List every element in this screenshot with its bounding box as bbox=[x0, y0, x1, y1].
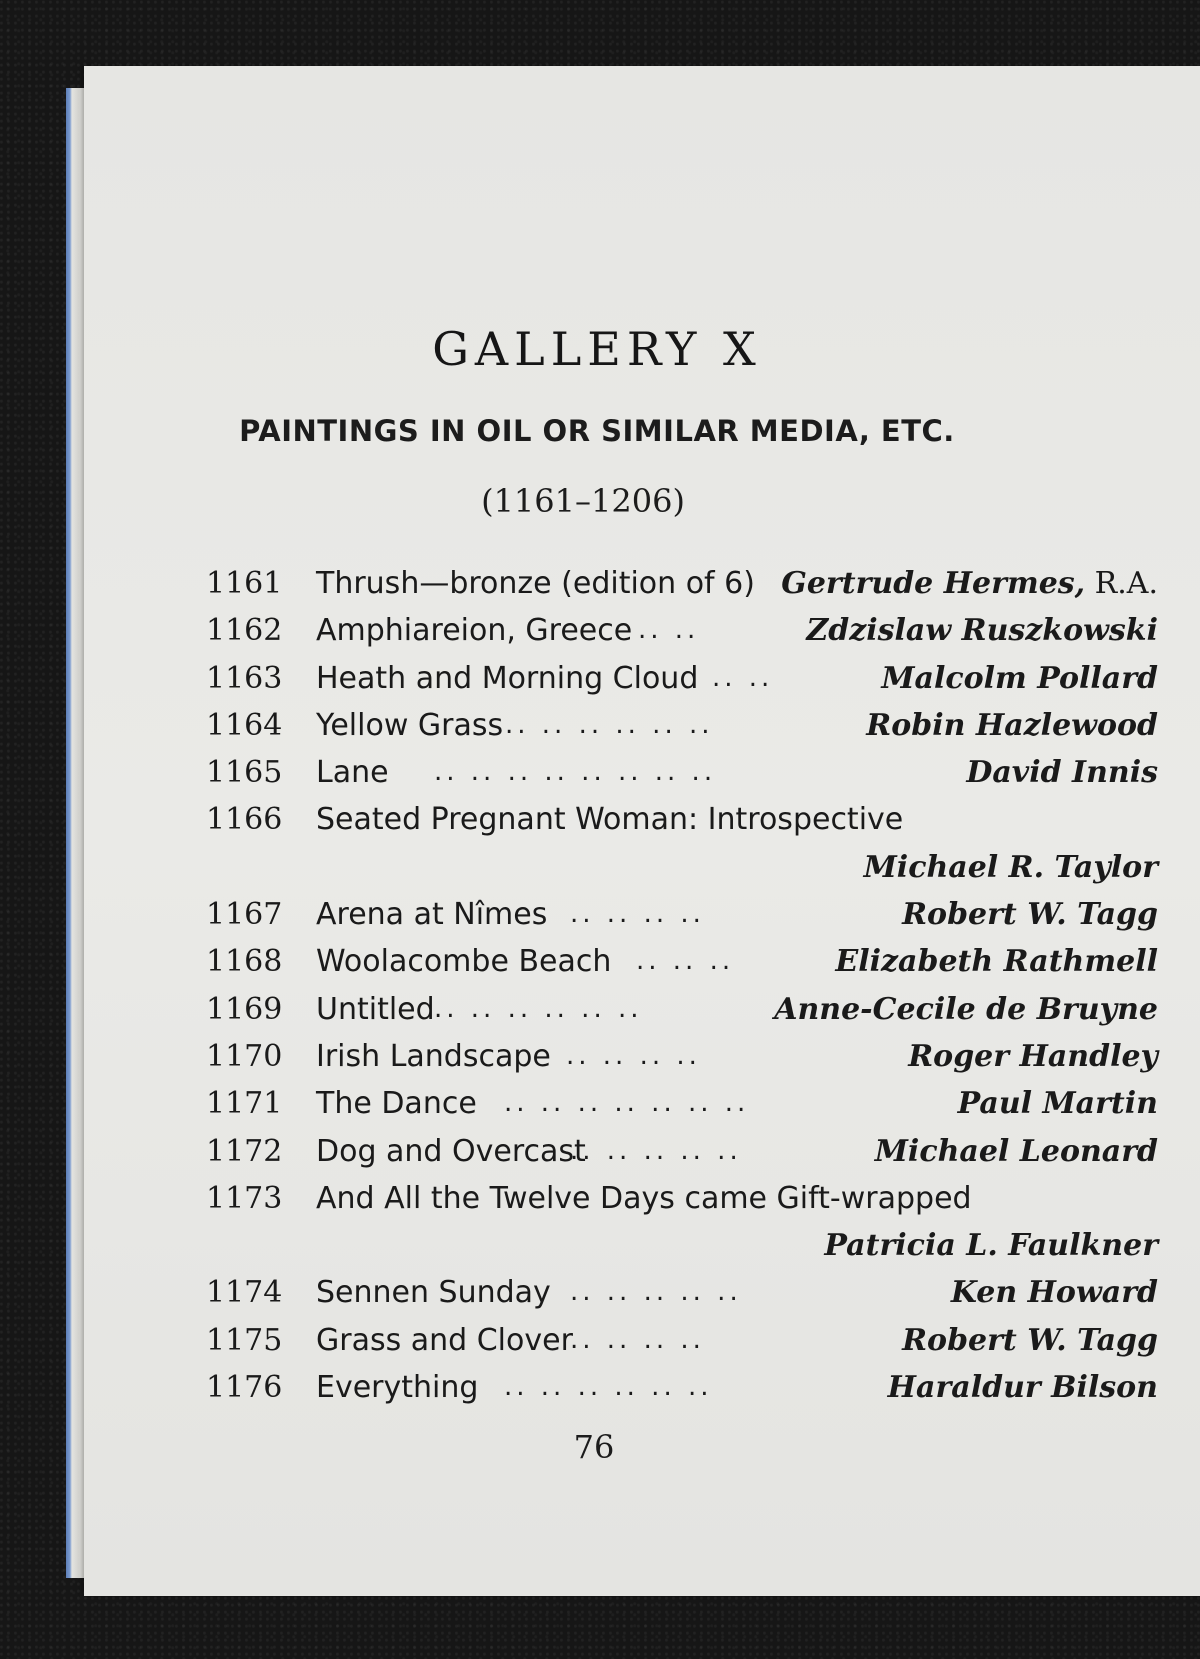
catalogue-entry bbox=[206, 749, 1158, 796]
entry-number: 1161 bbox=[206, 566, 283, 601]
artist-suffix: R.A. bbox=[1085, 566, 1158, 601]
entry-title: Yellow Grass bbox=[316, 707, 504, 743]
catalogue-entry bbox=[206, 1364, 1158, 1411]
catalogue-entry bbox=[206, 560, 1158, 607]
leader-dots: .. .. .. .. .. bbox=[570, 1277, 742, 1308]
catalogue-entry bbox=[206, 938, 1158, 985]
artist-name: Michael Leonard bbox=[874, 1133, 1158, 1169]
entry-number: 1168 bbox=[206, 944, 283, 980]
catalogue-entry bbox=[206, 1175, 1158, 1222]
entry-number: 1163 bbox=[206, 660, 283, 696]
entry-artist bbox=[781, 560, 1158, 607]
artist-name: Patricia L. Faulkner bbox=[824, 1228, 1158, 1264]
entry-artist bbox=[902, 1317, 1158, 1364]
entry-number: 1174 bbox=[206, 1275, 283, 1311]
entry-artist bbox=[958, 1080, 1158, 1127]
entry-title: Heath and Morning Cloud bbox=[316, 660, 699, 696]
entry-artist bbox=[864, 844, 1158, 891]
catalogue-entry bbox=[206, 607, 1158, 654]
artist-name: Zdzislaw Ruszkowski bbox=[806, 613, 1158, 649]
catalogue-range: (1161–1206) bbox=[481, 482, 685, 520]
artist-name: David Innis bbox=[966, 755, 1158, 791]
catalogue-entry bbox=[206, 1033, 1158, 1080]
artist-name: Ken Howard bbox=[950, 1275, 1158, 1311]
entry-title: Woolacombe Beach bbox=[316, 944, 612, 980]
entry-artist bbox=[824, 1222, 1158, 1269]
catalogue-entry bbox=[206, 1317, 1158, 1364]
entry-title: Lane bbox=[316, 755, 389, 791]
leader-dots: .. .. .. bbox=[636, 946, 735, 977]
entry-title: Sennen Sunday bbox=[316, 1275, 551, 1311]
artist-name: Gertrude Hermes, bbox=[781, 566, 1086, 601]
catalogue-entry bbox=[206, 702, 1158, 749]
catalogue-entry bbox=[206, 986, 1158, 1033]
catalogue-entry bbox=[206, 844, 1158, 891]
entry-number: 1172 bbox=[206, 1133, 283, 1169]
leader-dots: .. .. .. .. bbox=[566, 1040, 701, 1071]
artist-name: Roger Handley bbox=[908, 1038, 1158, 1074]
entry-title: Grass and Clover bbox=[316, 1322, 573, 1358]
entry-number: 1173 bbox=[206, 1180, 283, 1216]
catalogue-entry bbox=[206, 891, 1158, 938]
entry-number: 1165 bbox=[206, 755, 283, 791]
entry-artist bbox=[806, 607, 1158, 654]
artist-name: Paul Martin bbox=[957, 1086, 1158, 1122]
leader-dots: .. .. .. .. .. .. bbox=[434, 993, 643, 1024]
entry-title: Dog and Overcast bbox=[316, 1133, 586, 1169]
catalogue-entry bbox=[206, 1222, 1158, 1269]
entry-number: 1176 bbox=[206, 1370, 283, 1406]
artist-name: Robert W. Tagg bbox=[902, 897, 1158, 933]
entry-artist bbox=[951, 1269, 1158, 1316]
artist-name: Malcolm Pollard bbox=[881, 660, 1158, 696]
entry-number: 1167 bbox=[206, 897, 283, 933]
entry-title: Thrush—bronze (edition of 6) bbox=[316, 566, 755, 601]
entry-title: Arena at Nîmes bbox=[316, 897, 548, 933]
entry-title: Everything bbox=[316, 1370, 479, 1406]
entry-number: 1166 bbox=[206, 802, 283, 838]
leader-dots: .. .. .. .. .. .. .. .. bbox=[434, 757, 717, 788]
entry-number: 1175 bbox=[206, 1322, 283, 1358]
entry-artist bbox=[888, 1364, 1158, 1411]
entry-artist bbox=[902, 891, 1158, 938]
leader-dots: .. .. .. .. .. .. bbox=[504, 1372, 713, 1403]
page-number: 76 bbox=[573, 1428, 615, 1466]
entry-number: 1171 bbox=[206, 1086, 283, 1122]
catalogue-entry bbox=[206, 655, 1158, 702]
catalogue-entry bbox=[206, 1128, 1158, 1175]
catalogue-entry bbox=[206, 796, 1158, 843]
entry-title: And All the Twelve Days came Gift-wrapped bbox=[316, 1180, 972, 1216]
entry-title: Amphiareion, Greece bbox=[316, 613, 633, 649]
artist-name: Anne-Cecile de Bruyne bbox=[774, 991, 1158, 1027]
gallery-title: GALLERY X bbox=[432, 322, 762, 376]
leader-dots: .. .. .. .. bbox=[570, 1324, 705, 1355]
leader-dots: .. .. .. .. .. .. .. bbox=[504, 1088, 750, 1119]
leader-dots: .. .. .. .. bbox=[570, 899, 705, 930]
artist-name: Haraldur Bilson bbox=[887, 1370, 1158, 1406]
entry-artist bbox=[774, 986, 1158, 1033]
entry-artist bbox=[966, 749, 1158, 796]
artist-name: Robin Hazlewood bbox=[866, 707, 1158, 743]
artist-name: Robert W. Tagg bbox=[902, 1322, 1158, 1358]
section-subtitle: PAINTINGS IN OIL OR SIMILAR MEDIA, ETC. bbox=[239, 414, 955, 448]
entry-number: 1170 bbox=[206, 1038, 283, 1074]
entry-number: 1162 bbox=[206, 613, 283, 649]
entry-title: Untitled bbox=[316, 991, 435, 1027]
catalogue-list bbox=[206, 560, 1158, 1411]
entry-number: 1169 bbox=[206, 991, 283, 1027]
leader-dots: .. .. .. .. .. .. bbox=[505, 709, 714, 740]
entry-artist bbox=[875, 1128, 1158, 1175]
catalogue-entry bbox=[206, 1269, 1158, 1316]
artist-name: Elizabeth Rathmell bbox=[835, 944, 1158, 980]
artist-name: Michael R. Taylor bbox=[863, 849, 1158, 885]
leader-dots: .. .. bbox=[712, 662, 774, 693]
entry-artist bbox=[881, 655, 1158, 702]
entry-artist bbox=[835, 938, 1158, 985]
entry-title: Irish Landscape bbox=[316, 1038, 551, 1074]
entry-title: Seated Pregnant Woman: Introspective bbox=[316, 802, 904, 838]
entry-artist bbox=[866, 702, 1158, 749]
entry-title: The Dance bbox=[316, 1086, 477, 1122]
entry-artist bbox=[908, 1033, 1158, 1080]
leader-dots: .. .. .. .. .. bbox=[570, 1135, 742, 1166]
entry-number: 1164 bbox=[206, 707, 283, 743]
catalogue-entry bbox=[206, 1080, 1158, 1127]
leader-dots: .. .. bbox=[638, 615, 700, 646]
